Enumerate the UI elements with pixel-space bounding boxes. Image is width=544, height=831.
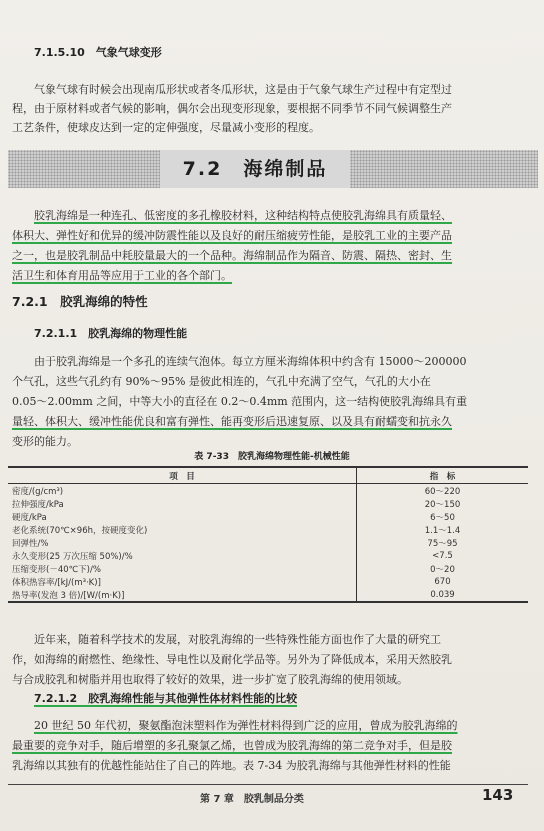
- para3-line2: 个气孔，这些气孔约有 90%～95% 是彼此相连的，气孔中充满了空气，气孔的大小在: [12, 375, 431, 388]
- table-row: [8, 523, 528, 536]
- table-cell-label: 压缩变形(－40℃下)/%: [8, 562, 357, 575]
- para5-line2: [12, 736, 452, 756]
- section-heading-7-2-1: 7.2.1 胶乳海绵的特性: [12, 294, 148, 309]
- table-cell-value: 60～220: [424, 486, 461, 497]
- table-cell-value: 75～95: [427, 538, 458, 549]
- para2-line1: [34, 206, 452, 226]
- table-header-value: 指 标: [357, 468, 529, 484]
- para5-line3: 乳海绵以其独有的优越性能站住了自己的阵地。表 7-34 为胶乳海绵与其他弹性材料的性能: [12, 759, 451, 772]
- section-banner-title: 7.2 海绵制品: [160, 150, 350, 188]
- table-row: [8, 562, 528, 575]
- table-row: [8, 510, 528, 523]
- table-row: [8, 549, 528, 562]
- para3-line4-text: 量轻、体积大、缓冲性能优良和富有弹性、能再变形后迅速复原、以及具有耐蠕变和抗永久: [12, 415, 452, 428]
- para2-line2-text: 体积大、弹性好和优异的缓冲防震性能以及良好的耐压缩疲劳性能，是胶乳工业的主要产品: [12, 229, 452, 242]
- table-cell-value: 670: [434, 576, 451, 587]
- section-heading-7-1-5-10: 7.1.5.10 气象气球变形: [34, 46, 162, 59]
- para5-line2-text: 最重要的竞争对手，随后增塑的多孔聚氯乙烯，也曾成为胶乳海绵的第二竞争对手，但是胶: [12, 739, 452, 752]
- para2-line1-text: 胶乳海绵是一种连孔、低密度的多孔橡胶材料，这种结构特点使胶乳海绵具有质量轻、: [34, 209, 452, 222]
- table-cell-value: 1.1～1.4: [424, 525, 461, 536]
- table-cell-value: <7.5: [432, 550, 453, 561]
- para2-line4: [12, 266, 232, 286]
- page-number: 143: [482, 786, 514, 804]
- table-cell-value: 20～150: [424, 499, 461, 510]
- table-cell-label: 硬度/kPa: [8, 510, 357, 523]
- para2-line3-text: 之一，也是胶乳制品中耗胶量最大的一个品种。海绵制品作为隔音、防震、隔热、密封、生: [12, 249, 452, 262]
- para4-line2: 作，如海绵的耐燃性、绝缘性、导电性以及耐化学品等。另外为了降低成本，采用天然胶乳: [12, 653, 452, 666]
- para1-line2: 程，由于原材料或者气候的影响，偶尔会出现变形现象，要根据不同季节不同气候调整生产: [12, 102, 452, 115]
- table-cell-label: 密度/(g/cm³): [8, 484, 357, 498]
- para2-line2: [12, 226, 452, 246]
- table-cell-value: 0～20: [430, 564, 455, 575]
- table-cell-label: 体积热容率/[kJ/(m³·K)]: [8, 575, 357, 588]
- table-header-item: 项 目: [8, 468, 357, 484]
- para4-line1: 近年来，随着科学技术的发展，对胶乳海绵的一些特殊性能方面也作了大量的研究工: [34, 633, 441, 646]
- para2-line3: [12, 246, 452, 266]
- table-cell-value: 6～50: [430, 512, 455, 523]
- table-row: [8, 497, 528, 510]
- para3-line5: 变形的能力。: [12, 435, 78, 448]
- para5-line1-text: 20 世纪 50 年代初，聚氨酯泡沫塑料作为弹性材料得到广泛的应用，曾成为胶乳海绵的: [34, 719, 458, 732]
- table-cell-label: 拉伸强度/kPa: [8, 497, 357, 510]
- table-cell-label: 热导率(发泡 3 倍)/[W/(m·K)]: [8, 588, 357, 601]
- para5-line1: [34, 716, 457, 736]
- table-row: [8, 484, 528, 498]
- section-heading-7-2-1-1: 7.2.1.1 胶乳海绵的物理性能: [34, 327, 188, 340]
- table-caption: 表 7-33 胶乳海绵物理性能-机械性能: [194, 452, 350, 462]
- properties-table-grid: [8, 468, 528, 601]
- table-cell-value: 0.039: [430, 589, 455, 600]
- para2-line4-text: 活卫生和体育用品等应用于工业的各个部门。: [12, 269, 232, 282]
- table-cell-label: 回弹性/%: [8, 536, 357, 549]
- section-heading-7-2-1-2: [34, 690, 297, 706]
- footer-chapter-title: 第 7 章 胶乳制品分类: [200, 794, 304, 805]
- footer-rule: [8, 784, 528, 785]
- para4-line3: 与合成胶乳和树脂并用也取得了较好的效果，进一步扩宽了胶乳海绵的使用领域。: [12, 673, 408, 686]
- para1-line3: 工艺条件，使球皮达到一定的定伸强度，尽量减小变形的程度。: [12, 121, 320, 134]
- para3-line3: 0.05～2.00mm 之间，中等大小的直径在 0.2～0.4mm 范围内，这一结构使胶乳海绵具有重: [12, 395, 468, 408]
- table-header-row: [8, 468, 528, 484]
- table-row: [8, 588, 528, 601]
- section-heading-7-2-1-2-text: 7.2.1.2 胶乳海绵性能与其他弹性体材料性能的比较: [34, 692, 298, 705]
- para3-line4: [12, 412, 452, 432]
- para1-line1: 气象气球有时候会出现南瓜形状或者冬瓜形状，这是由于气象气球生产过程中有定型过: [34, 83, 452, 96]
- properties-table: [8, 466, 528, 603]
- table-row: [8, 536, 528, 549]
- table-cell-label: 老化系统(70℃×96h，按硬度变化): [8, 523, 357, 536]
- para3-line1: 由于胶乳海绵是一个多孔的连续气泡体。每立方厘米海绵体积中约含有 15000～200000: [34, 355, 467, 368]
- table-row: [8, 575, 528, 588]
- table-cell-label: 永久变形(25 万次压缩 50%)/%: [8, 549, 357, 562]
